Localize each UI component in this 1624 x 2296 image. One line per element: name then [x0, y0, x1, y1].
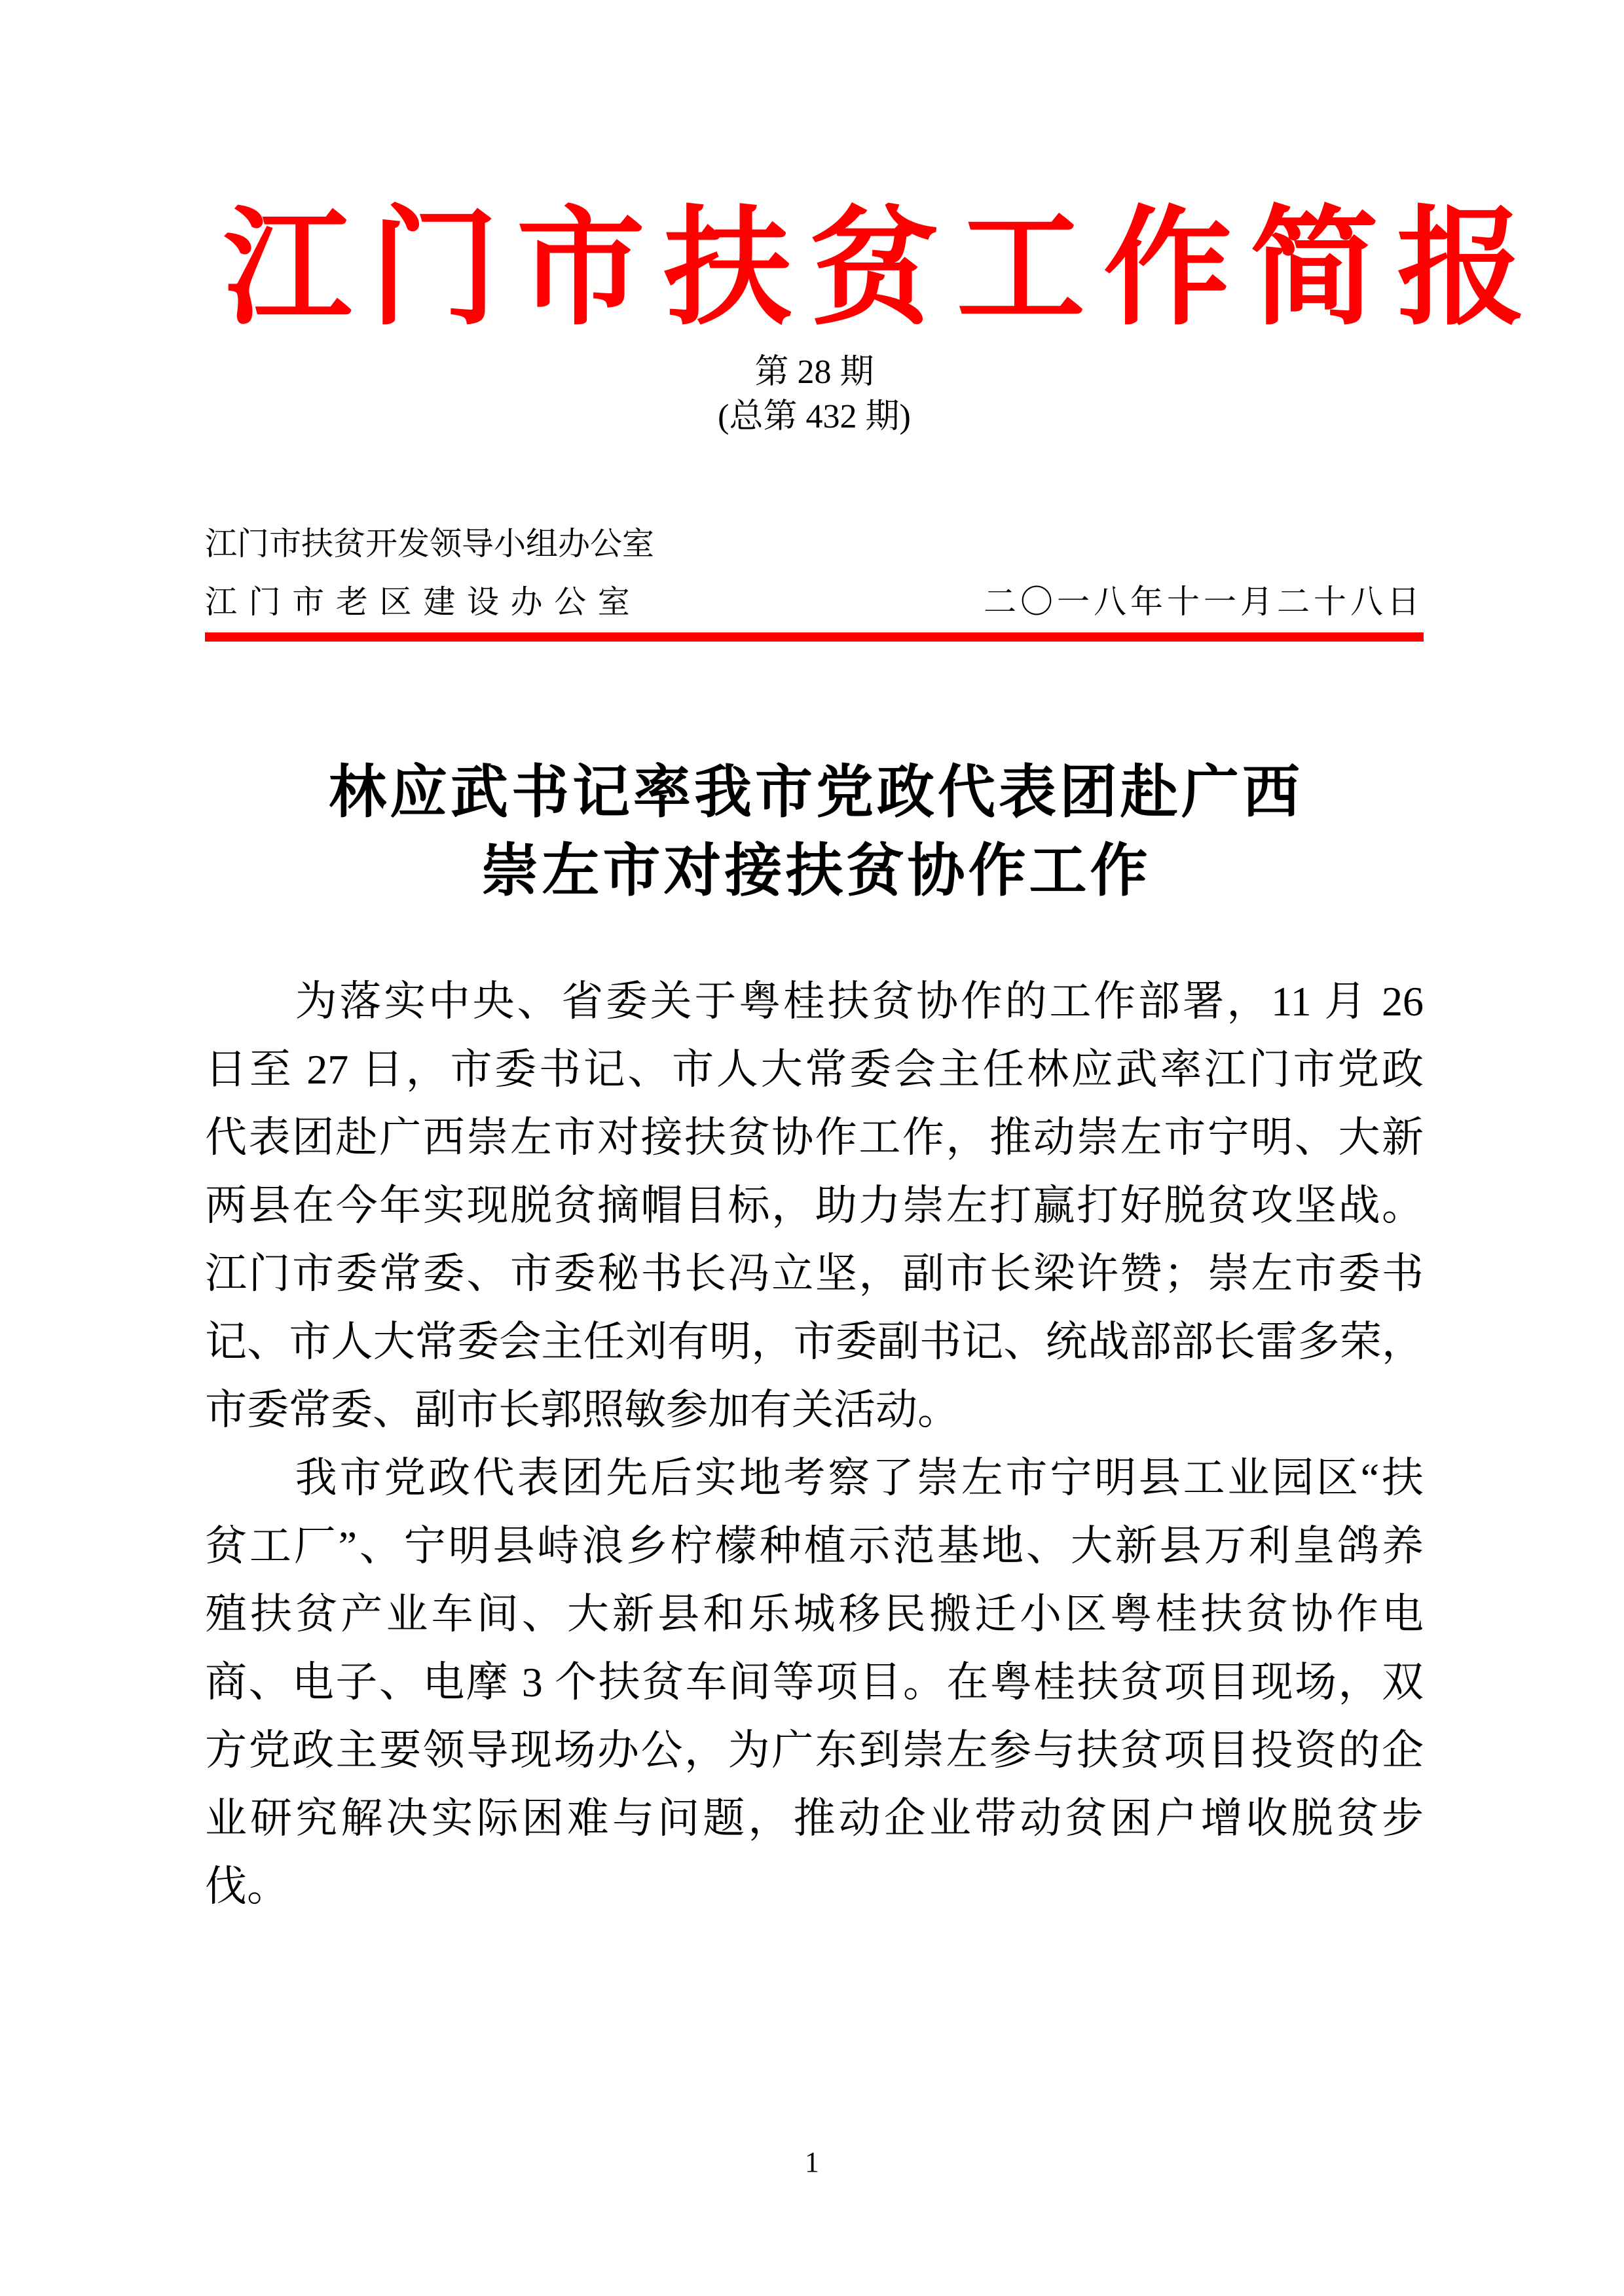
- article-body-line: 方党政主要领导现场办公，为广东到崇左参与扶贫项目投资的企: [205, 1727, 1424, 1774]
- article-body-line: 业研究解决实际困难与问题，推动企业带动贫困户增收脱贫步: [205, 1795, 1424, 1842]
- masthead-divider-rule: [205, 632, 1424, 642]
- article-body-line: 商、电子、电摩 3 个扶贫车间等项目。在粤桂扶贫项目现场，双: [205, 1659, 1424, 1706]
- article-body-line: 市委常委、副市长郭照敏参加有关活动。: [205, 1387, 959, 1434]
- article-body-line: 记、市人大常委会主任刘有明，市委副书记、统战部部长雷多荣，: [205, 1319, 1424, 1366]
- article-title: [205, 754, 1424, 911]
- article-body-line: 日至 27 日，市委书记、市人大常委会主任林应武率江门市党政: [205, 1046, 1424, 1093]
- article-body-line: 为落实中央、省委关于粤桂扶贫协作的工作部署，11 月 26: [295, 978, 1424, 1025]
- issue-date: 二〇一八年十一月二十八日: [984, 583, 1424, 621]
- publisher-line-2: 江门市老区建设办公室: [205, 584, 642, 621]
- issue-number: 第 28 期: [754, 354, 874, 392]
- article-body-line: 两县在今年实现脱贫摘帽目标，助力崇左打赢打好脱贫攻坚战。: [205, 1182, 1424, 1230]
- publisher-line-1: 江门市扶贫开发领导小组办公室: [205, 526, 655, 562]
- issue-total-number: (总第 432 期): [718, 398, 911, 436]
- article-body-line: 殖扶贫产业车间、大新县和乐城移民搬迁小区粤桂扶贫协作电: [205, 1591, 1424, 1638]
- publisher-block: [205, 524, 1424, 622]
- article-body: [205, 968, 1424, 1921]
- page-number: 1: [805, 2146, 819, 2178]
- article-body-line: 我市党政代表团先后实地考察了崇左市宁明县工业园区“扶: [295, 1455, 1424, 1502]
- article-title-line-2: 崇左市对接扶贫协作工作: [481, 840, 1151, 904]
- article-body-line: 代表团赴广西崇左市对接扶贫协作工作，推动崇左市宁明、大新: [205, 1114, 1424, 1161]
- publisher-date-row: [205, 582, 1424, 622]
- article-title-line-1: 林应武书记率我市党政代表团赴广西: [328, 761, 1303, 826]
- article-body-line: 贫工厂”、宁明县峙浪乡柠檬种植示范基地、大新县万利皇鸽养: [205, 1523, 1424, 1570]
- bulletin-masthead-title: 江门市扶贫工作简报: [223, 198, 1544, 340]
- article-body-line: 江门市委常委、市委秘书长冯立坚，副市长梁许赞；崇左市委书: [205, 1250, 1424, 1298]
- article-body-line: 伐。: [205, 1863, 289, 1910]
